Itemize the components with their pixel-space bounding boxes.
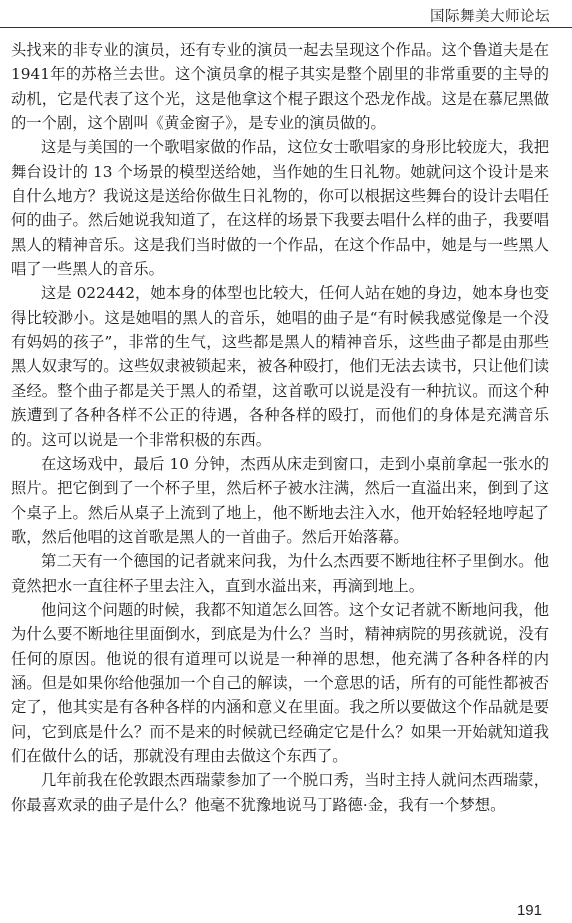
paragraph-5: 第二天有一个德国的记者就来问我，为什么杰西要不断地往杯子里倒水。他竟然把水一直往杯子里去注入，直到水溢出来，再滴到地上。: [11, 552, 549, 595]
header-title: 国际舞美大师论坛: [430, 9, 550, 25]
page-number: 191: [516, 902, 542, 919]
paragraph-7: 几年前我在伦敦跟杰西瑞蒙参加了一个脱口秀，当时主持人就问杰西瑞蒙，你最喜欢录的曲子是什么？他毫不犹豫地说马丁路德·金，我有一个梦想。: [11, 771, 549, 814]
paragraph-4: 在这场戏中，最后 10 分钟，杰西从床走到窗口，走到小桌前拿起一张水的照片。把它倒到了一个杯子里，然后杯子被水注满，然后一直溢出来，倒到了这个桌子上。然后从桌子上流到了地上，他不断地去注入水，他开始轻轻地哼起了歌，然后他唱的这首歌是黑人的一首曲子。然后开始落幕。: [11, 454, 549, 546]
running-header: [0, 0, 572, 28]
header-rule: [0, 27, 572, 28]
paragraph-6: 他问这个问题的时候，我都不知道怎么回答。这个女记者就不断地问我，他为什么要不断地往里面倒水，到底是为什么？当时，精神病院的男孩就说，没有任何的原因。他说的很有道理可以说是一种禅的思想，他充满了各种各样的内涵。但是如果你给他强加一个自己的解读，一个意思的话，所有的可能性都被否定了，他其实是有各种各样的内涵和意义在里面。我之所以要做这个作品就是要问，它到底是什么？而不是来的时候就已经确定它是什么？如果一开始就知道我们在做什么的话，那就没有理由去做这个东西了。: [11, 600, 549, 765]
paragraph-3: 这是 022442，她本身的体型也比较大，任何人站在她的身边，她本身也变得比较渺小。这是她唱的黑人的音乐，她唱的曲子是“有时候我感觉像是一个没有妈妈的孩子”，非常的生气，这些都是黑人的精神音乐，这些曲子都是由那些黑人奴隶写的。这些奴隶被锁起来，被各种殴打，他们无法去读书，只让他们读圣经。整个曲子都是关于黑人的希望，这首歌可以说是没有一种抗议。而这个种族遭到了各种各样不公正的待遇，各种各样的殴打，而他们的身体是充满音乐的。这可以说是一个非常积极的东西。: [11, 284, 549, 449]
paragraph-1: 头找来的非专业的演员，还有专业的演员一起去呈现这个作品。这个鲁道夫是在1941年的苏格兰去世。这个演员拿的棍子其实是整个剧里的非常重要的主导的动机，它是代表了这个光，这是他拿这个棍子跟这个恐龙作战。这是在慕尼黑做的一个剧，这个剧叫《黄金窗子》，是专业的演员做的。: [11, 41, 549, 133]
body-text: [11, 38, 549, 817]
paragraph-2: 这是与美国的一个歌唱家做的作品，这位女士歌唱家的身形比较庞大，我把舞台设计的 13 个场景的模型送给她，当作她的生日礼物。她就问这个设计是来自什么地方？我说这是送给你做生日礼物的，你可以根据这些舞台的设计去唱任何的曲子。然后她说我知道了，在这样的场景下我要去唱什么样的曲子，我要唱黑人的精神音乐。这是我们当时做的一个作品，在这个作品中，她是与一些黑人唱了一些黑人的音乐。: [11, 138, 549, 279]
